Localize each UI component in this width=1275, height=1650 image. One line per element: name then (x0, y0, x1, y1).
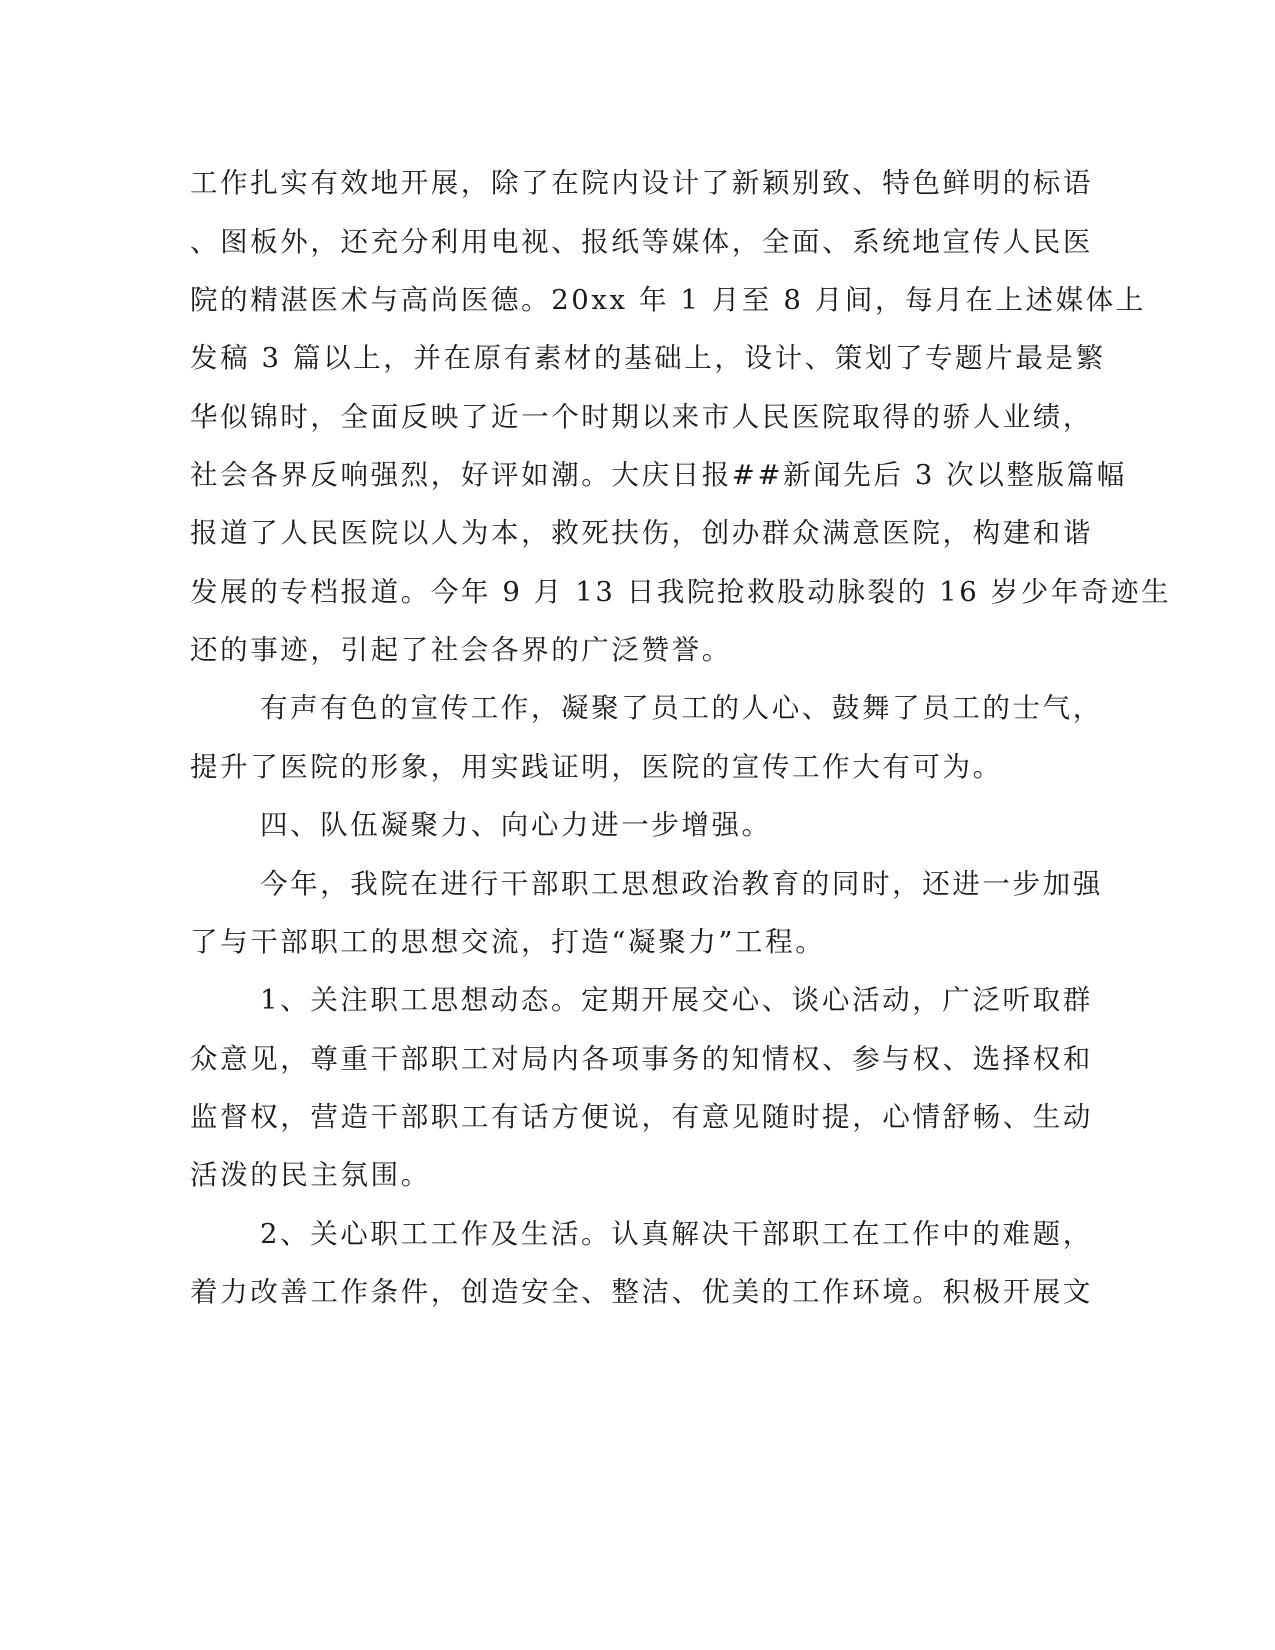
text-line: 1、关注职工思想动态。定期开展交心、谈心活动，广泛听取群 (260, 984, 1093, 1016)
text-line: 发稿 3 篇以上，并在原有素材的基础上，设计、策划了专题片最是繁 (190, 342, 1106, 374)
text-line: 华似锦时，全面反映了近一个时期以来市人民医院取得的骄人业绩， (190, 401, 1093, 433)
text-line: 提升了医院的形象，用实践证明，医院的宣传工作大有可为。 (190, 751, 1003, 783)
text-line: 社会各界反响强烈，好评如潮。大庆日报##新闻先后 3 次以整版篇幅 (190, 459, 1127, 491)
text-line: 、图板外，还充分利用电视、报纸等媒体，全面、系统地宣传人民医 (190, 226, 1093, 258)
text-line: 院的精湛医术与高尚医德。20xx 年 1 月至 8 月间，每月在上述媒体上 (190, 284, 1146, 316)
text-line: 报道了人民医院以人为本，救死扶伤，创办群众满意医院，构建和谐 (190, 517, 1093, 549)
text-line: 着力改善工作条件，创造安全、整洁、优美的工作环境。积极开展文 (190, 1276, 1093, 1308)
text-line: 2、关心职工工作及生活。认真解决干部职工在工作中的难题， (260, 1218, 1093, 1250)
text-line: 还的事迹，引起了社会各界的广泛赞誉。 (190, 634, 732, 666)
text-line: 了与干部职工的思想交流，打造“凝聚力”工程。 (190, 926, 826, 958)
text-line: 有声有色的宣传工作，凝聚了员工的人心、鼓舞了员工的士气， (260, 692, 1103, 724)
section-heading: 四、队伍凝聚力、向心力进一步增强。 (260, 809, 772, 841)
text-line: 今年，我院在进行干部职工思想政治教育的同时，还进一步加强 (260, 868, 1103, 900)
text-line: 工作扎实有效地开展，除了在院内设计了新颖别致、特色鲜明的标语 (190, 167, 1093, 199)
text-line: 监督权，营造干部职工有话方便说，有意见随时提，心情舒畅、生动 (190, 1101, 1093, 1133)
text-line: 发展的专档报道。今年 9 月 13 日我院抢救股动脉裂的 16 岁少年奇迹生 (190, 576, 1172, 608)
text-line: 众意见，尊重干部职工对局内各项事务的知情权、参与权、选择权和 (190, 1043, 1093, 1075)
text-line: 活泼的民主氛围。 (190, 1159, 431, 1191)
